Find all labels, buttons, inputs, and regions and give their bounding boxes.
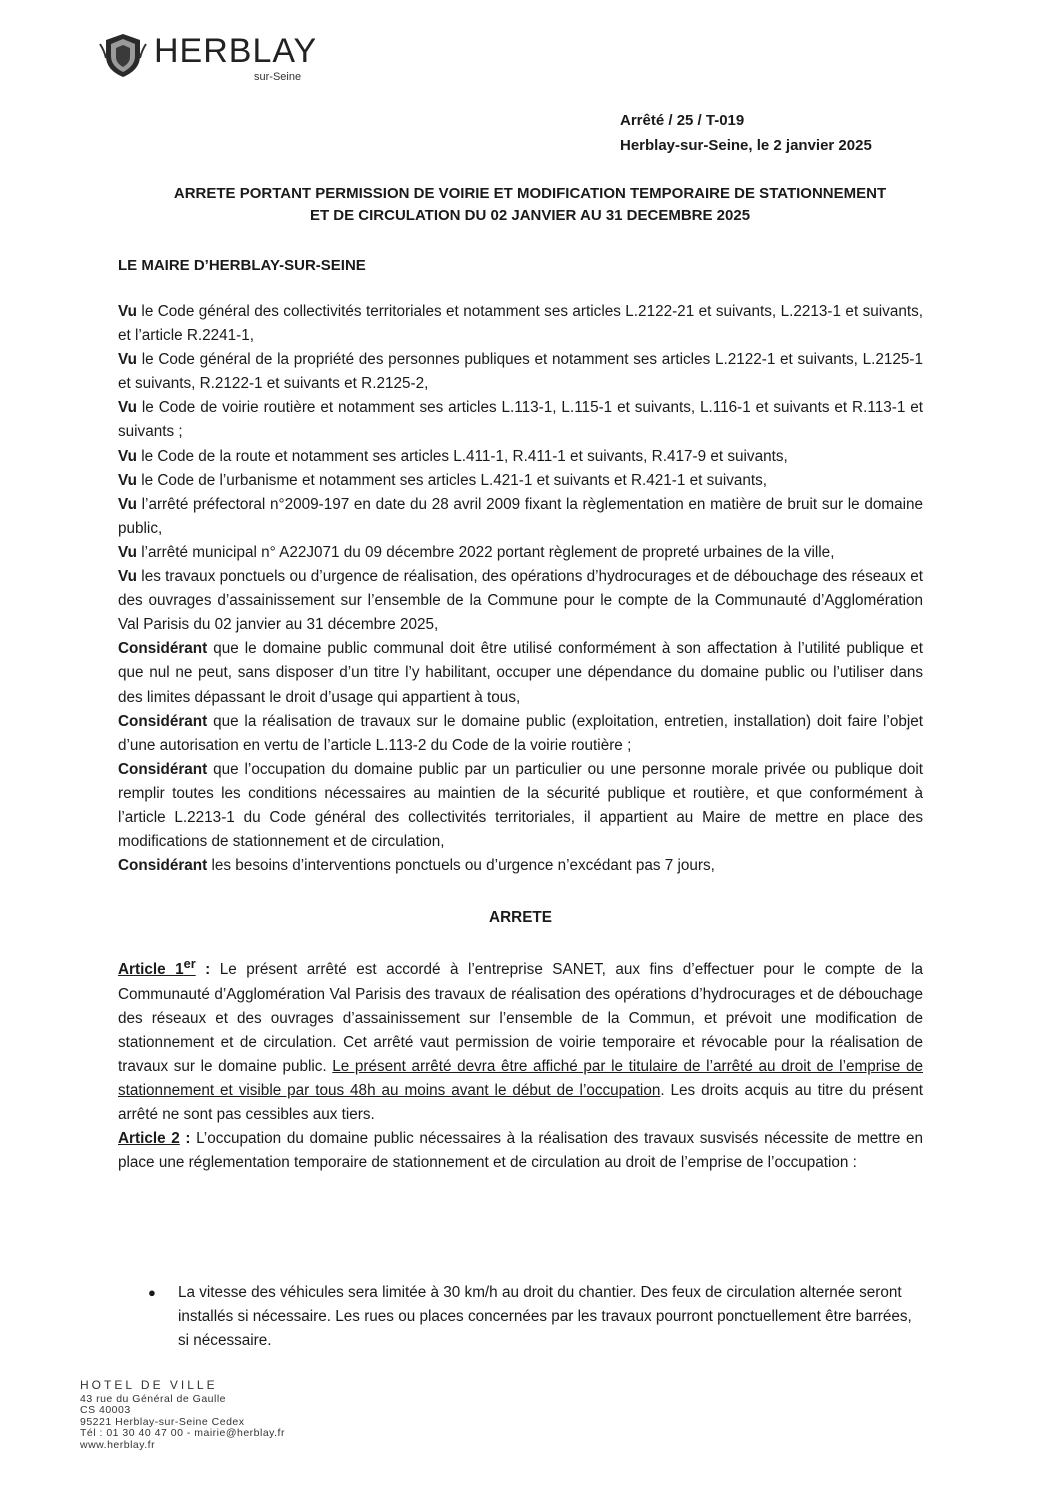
maire-heading: LE MAIRE D’HERBLAY-SUR-SEINE: [118, 257, 366, 274]
considerant-text: que la réalisation de travaux sur le domaine public (exploitation, entretien, installation) doit faire l’objet d’une autorisation en vertu de l’article L.113-2 du Code de la voirie routière ;: [118, 712, 923, 754]
document-title: [110, 183, 950, 227]
visa-text: le Code général de la propriété des personnes publiques et notamment ses articles L.2122-1 et suivants, L.2125-1 et suivants, R.2122-1 et suivants et R.2125-2,: [118, 351, 923, 393]
visa-text: l’arrêté municipal n° A22J071 du 09 décembre 2022 portant règlement de propreté urbaines de la ville,: [136, 543, 835, 561]
visa-paragraph: [118, 300, 923, 348]
city-logo: [98, 28, 328, 88]
considerant-lead: Considérant: [118, 857, 208, 875]
footer-contact: Tél : 01 30 40 47 00 - mairie@herblay.fr: [80, 1427, 285, 1439]
visa-paragraph: [118, 469, 923, 493]
city-name: HERBLAY: [154, 32, 318, 70]
footer-web: www.herblay.fr: [80, 1438, 156, 1451]
considerant-lead: Considérant: [118, 712, 208, 730]
visa-lead: Vu: [118, 471, 137, 489]
visa-paragraph: [118, 348, 923, 396]
visa-paragraph: [118, 541, 923, 565]
visa-lead: Vu: [118, 399, 137, 417]
article-2: [118, 1127, 923, 1175]
visa-lead: Vu: [118, 303, 137, 320]
arrete-heading: ARRETE: [489, 909, 552, 927]
title-line-2: ET DE CIRCULATION DU 02 JANVIER AU 31 DECEMBRE 2025: [309, 207, 751, 224]
considerant-text: que le domaine public communal doit être utilisé conformément à son affectation à l’utilité publique et que nul ne peut, sans disposer d’un titre l’y habilitant, occuper une dépendance du domaine public ou l’utiliser dans des limites dépassant le droit d’usage qui appartient à tous,: [118, 640, 923, 706]
visa-paragraph: [118, 493, 923, 541]
article-1-label-text: Article 1: [118, 961, 184, 979]
footer-cs: CS 40003: [80, 1404, 131, 1416]
visa-lead: Vu: [118, 495, 137, 513]
bullet-item: La vitesse des véhicules sera limitée à 30 km/h au droit du chantier. Des feux de circulation alternée seront installés si nécessaire. Les rues ou places concernées par les travaux pourront ponctuellement être barrées, si nécessaire.: [178, 1284, 912, 1350]
footer-street: 43 rue du Général de Gaulle: [80, 1392, 227, 1405]
considerant-lead: Considérant: [118, 640, 208, 658]
coat-of-arms-icon: [98, 30, 148, 80]
considerant-paragraph: [118, 637, 923, 709]
visa-text: le Code général des collectivités territoriales et notamment ses articles L.2122-21 et suivants, L.2213-1 et suivants, et l’article R.2241-1,: [118, 303, 923, 345]
visa-text: le Code de l’urbanisme et notamment ses articles L.421-1 et suivants et R.421-1 et suivants,: [136, 471, 768, 489]
visa-text: l’arrêté préfectoral n°2009-197 en date du 28 avril 2009 fixant la règlementation en matière de bruit sur le domaine public,: [118, 495, 923, 537]
considerant-paragraph: [118, 710, 923, 758]
document-body: [118, 300, 923, 1175]
visa-lead: Vu: [118, 351, 137, 369]
visa-text: le Code de la route et notamment ses articles L.411-1, R.411-1 et suivants, R.417-9 et suivants,: [136, 447, 788, 465]
article-1-colon: :: [195, 961, 211, 979]
considerant-text: que l’occupation du domaine public par un particulier ou une personne morale privée ou publique doit remplir toutes les conditions nécessaires au maintien de la sécurité publique et routière, et que conformément à l’article L.2213-1 du Code général des collectivités territoriales, il appartient au Maire de mettre en place des modifications de stationnement et de circulation,: [118, 760, 923, 851]
considerant-text: les besoins d’interventions ponctuels ou d’urgence n’excédant pas 7 jours,: [207, 857, 715, 875]
visa-lead: Vu: [118, 543, 137, 561]
footer-address: [80, 1380, 285, 1451]
article-2-text: L’occupation du domaine public nécessaires à la réalisation des travaux susvisés nécessite de mettre en place une réglementation temporaire de stationnement et de circulation au droit de l’emprise de l’occupation :: [118, 1130, 923, 1172]
article-1-text-end: . Les droits acquis au titre du présent arrêté ne sont pas cessibles aux tiers.: [118, 1081, 923, 1123]
visa-lead: Vu: [118, 568, 137, 586]
article-1-underlined-text: Le présent arrêté devra être affiché par le titulaire de l’arrêté au droit de l’emprise de stationnement et visible par tous 48h au moins avant le début de l’occupation: [118, 1057, 923, 1099]
title-line-1: ARRETE PORTANT PERMISSION DE VOIRIE ET MODIFICATION TEMPORAIRE DE STATIONNEMENT: [173, 185, 887, 202]
article-1-label: [118, 956, 196, 979]
footer-postal: 95221 Herblay-sur-Seine Cedex: [80, 1415, 245, 1428]
reference-block: [620, 108, 872, 158]
visa-paragraph: [118, 445, 923, 469]
city-subname: sur-Seine: [254, 71, 302, 83]
considerant-paragraph: [118, 758, 923, 854]
visa-lead: Vu: [118, 447, 137, 465]
article-2-label: Article 2: [118, 1130, 180, 1148]
visa-paragraph: [118, 565, 923, 637]
footer-hotel: HOTEL DE VILLE: [80, 1378, 218, 1392]
visa-paragraph: [118, 396, 923, 444]
considerant-lead: Considérant: [118, 760, 208, 778]
bullet-list: [148, 1281, 923, 1353]
article-1: [118, 952, 923, 1127]
article-1-text: Le présent arrêté est accordé à l’entreprise SANET, aux fins d’effectuer pour le compte de la Communauté d’Agglomération Val Parisis des travaux de réalisation des opérations d’hydrocurages et de débouchage des réseaux et des ouvrages d’assainissement sur l’ensemble de la Commun, et prévoit une modification de stationnement et de circulation. Cet arrêté vaut permission de voirie temporaire et révocable pour la réalisation de travaux sur le domaine public.: [118, 961, 923, 1075]
bullet-dot-icon: ●: [148, 1285, 156, 1300]
considerant-paragraph: [118, 854, 923, 878]
visa-text: les travaux ponctuels ou d’urgence de réalisation, des opérations d’hydrocurages et de débouchage des réseaux et des ouvrages d’assainissement sur l’ensemble de la Commune pour le compte de la Communauté d’Agglomération Val Parisis du 02 janvier au 31 décembre 2025,: [118, 568, 923, 634]
arrete-reference: Arrêté / 25 / T-019: [620, 112, 745, 129]
visa-text: le Code de voirie routière et notamment ses articles L.113-1, L.115-1 et suivants, L.116-1 et suivants et R.113-1 et suivants ;: [118, 399, 923, 441]
article-2-colon: :: [179, 1130, 191, 1148]
place-date: Herblay-sur-Seine, le 2 janvier 2025: [620, 137, 872, 154]
article-1-label-sup: er: [183, 956, 196, 972]
